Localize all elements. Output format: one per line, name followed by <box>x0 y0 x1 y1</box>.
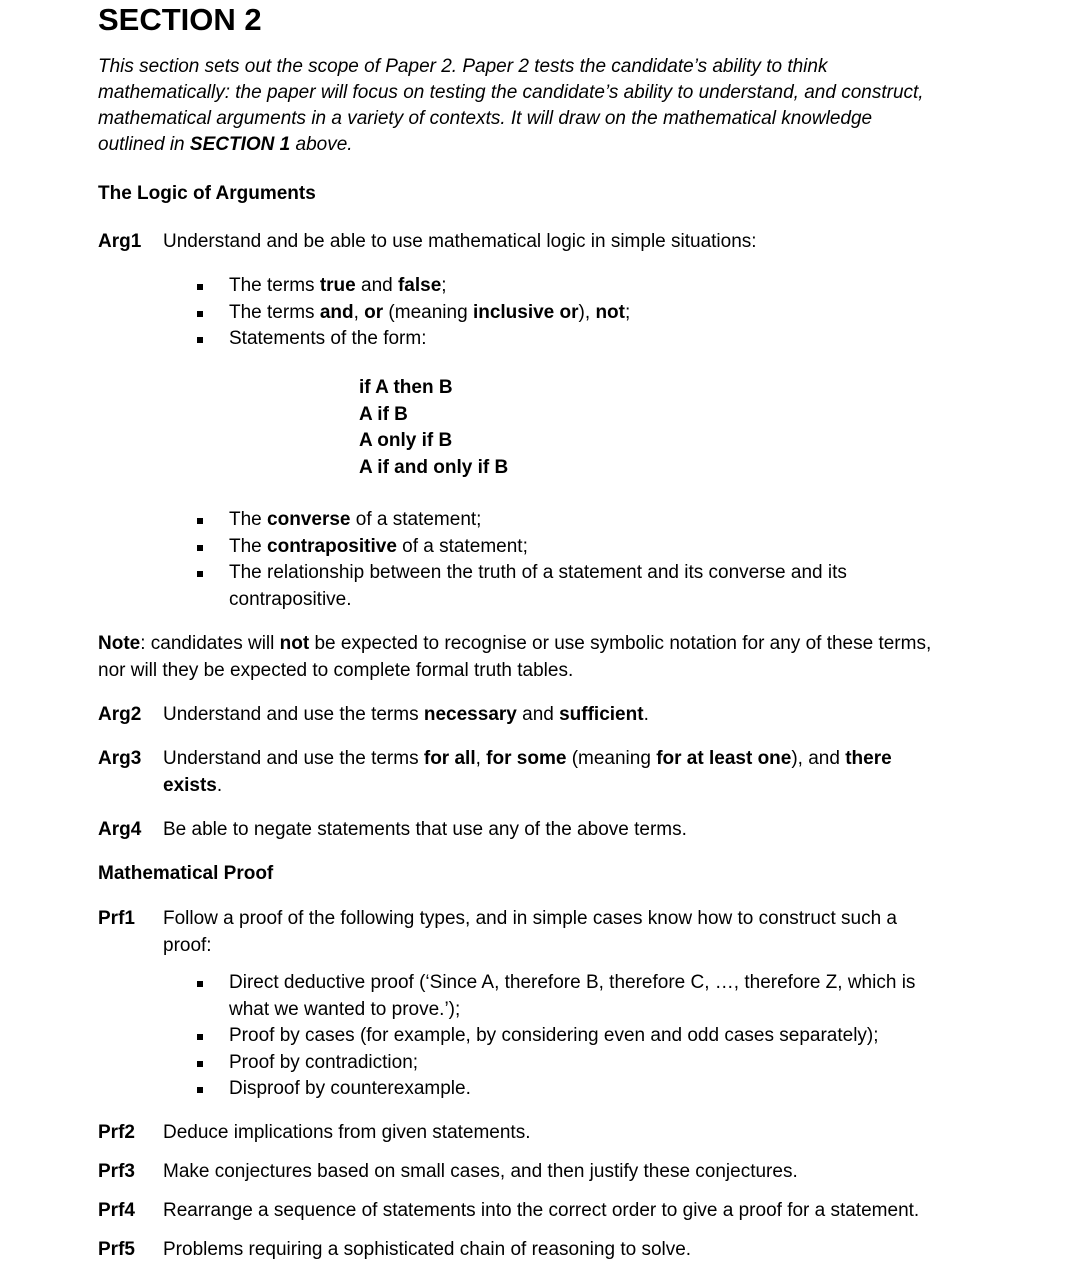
note-line-1 <box>98 631 931 658</box>
term-true: true <box>319 275 356 296</box>
statement-form: A if B <box>359 403 408 425</box>
prf2-text: Deduce implications from given statements. <box>163 1122 531 1143</box>
section-1-reference: SECTION 1 <box>189 134 291 155</box>
text: of a statement; <box>396 535 528 557</box>
prf3-code: Prf3 <box>98 1161 135 1182</box>
text: and <box>516 704 560 725</box>
text: ), and <box>791 748 846 769</box>
list-item: Disproof by counterexample. <box>195 1076 915 1103</box>
text: The relationship between the truth of a statement and its converse and its <box>229 562 847 583</box>
term-not: not <box>279 633 310 654</box>
text: and <box>355 275 398 296</box>
text: . <box>643 704 649 725</box>
note-paragraph <box>98 631 931 684</box>
arg1-bullet-list-2 <box>195 507 847 613</box>
list-item <box>195 273 630 300</box>
intro-text: above. <box>290 134 353 155</box>
intro-text: outlined in <box>98 134 190 155</box>
text: . <box>216 774 223 796</box>
text: : candidates will <box>140 633 280 654</box>
prf1-line-2: proof: <box>163 934 212 956</box>
prf5-code: Prf5 <box>98 1239 135 1260</box>
prf4-code: Prf4 <box>98 1200 135 1221</box>
statement-form: A only if B <box>359 430 453 451</box>
logic-heading: The Logic of Arguments <box>98 183 316 204</box>
term-and: and <box>319 301 354 323</box>
intro-line-2: mathematically: the paper will focus on testing the candidate’s ability to understand, and construct, <box>98 82 924 103</box>
arg3-code: Arg3 <box>98 748 142 769</box>
arg3-line-1 <box>163 746 892 773</box>
arg1-bullet-list-1 <box>195 273 630 353</box>
text: The <box>229 509 268 530</box>
term-sufficient: sufficient <box>559 704 644 725</box>
arg2-text <box>163 702 649 729</box>
term-not: not <box>595 301 625 323</box>
arg2-code: Arg2 <box>98 704 142 725</box>
arg3-line-2 <box>163 773 892 800</box>
arg1-text: Understand and be able to use mathematical logic in simple situations: <box>163 231 757 252</box>
note-line-2: nor will they be expected to complete formal truth tables. <box>98 659 574 681</box>
arg1-code: Arg1 <box>98 231 142 252</box>
term-for-some: for some <box>486 748 567 769</box>
text: contrapositive. <box>229 588 352 610</box>
text: The <box>229 535 268 557</box>
prf4-text: Rearrange a sequence of statements into the correct order to give a proof for a statement. <box>163 1200 920 1221</box>
intro-line-3: mathematical arguments in a variety of contexts. It will draw on the mathematical knowledge <box>98 108 873 129</box>
list-item <box>195 507 847 534</box>
prf1-line-1: Follow a proof of the following types, and in simple cases know how to construct such a <box>163 908 897 929</box>
list-item <box>195 300 630 327</box>
list-item <box>195 534 847 561</box>
text: The terms <box>229 275 320 296</box>
term-inclusive-or: inclusive or <box>472 301 579 323</box>
text: ; <box>441 275 447 296</box>
intro-line-1: This section sets out the scope of Paper 2. Paper 2 tests the candidate’s ability to think <box>98 56 828 77</box>
prf2-code: Prf2 <box>98 1122 135 1143</box>
statement-form: if A then B <box>359 377 453 398</box>
list-item <box>195 560 847 613</box>
prf1-code: Prf1 <box>98 908 135 929</box>
term-exists: exists <box>163 774 217 796</box>
statement-form: A if and only if B <box>359 456 509 478</box>
list-item: Proof by contradiction; <box>195 1050 915 1077</box>
text: Direct deductive proof (‘Since A, therefore B, therefore C, …, therefore Z, which is <box>229 972 916 993</box>
text: ; <box>624 301 631 323</box>
text: be expected to recognise or use symbolic notation for any of these terms, <box>309 633 932 654</box>
list-item: Proof by cases (for example, by considering even and odd cases separately); <box>195 1023 915 1050</box>
term-contrapositive: contrapositive <box>267 535 397 557</box>
section-heading: SECTION 2 <box>98 2 262 37</box>
text: of a statement; <box>350 509 482 530</box>
text: , <box>475 748 487 769</box>
term-necessary: necessary <box>423 704 517 725</box>
term-or: or <box>364 301 384 323</box>
term-false: false <box>397 275 442 296</box>
term-for-all: for all <box>423 748 476 769</box>
prf1-text <box>163 906 897 959</box>
text: Understand and use the terms <box>163 748 424 769</box>
term-for-at-least-one: for at least one <box>656 748 792 769</box>
intro-paragraph <box>98 54 924 158</box>
note-label: Note <box>98 633 141 654</box>
prf3-text: Make conjectures based on small cases, and then justify these conjectures. <box>163 1161 798 1182</box>
prf1-bullet-list <box>195 970 915 1103</box>
arg3-text <box>163 746 892 799</box>
text: ), <box>578 301 596 323</box>
statement-forms <box>359 375 508 481</box>
prf5-text: Problems requiring a sophisticated chain of reasoning to solve. <box>163 1239 692 1260</box>
text: The terms <box>229 301 320 323</box>
term-converse: converse <box>267 509 351 530</box>
list-item: Statements of the form: <box>195 326 630 353</box>
list-item <box>195 970 915 1023</box>
text: Understand and use the terms <box>163 704 424 725</box>
text: , <box>353 301 365 323</box>
text: (meaning <box>566 748 657 769</box>
intro-line-4 <box>98 132 924 158</box>
arg4-text: Be able to negate statements that use any of the above terms. <box>163 819 687 840</box>
term-there: there <box>845 748 892 769</box>
arg4-code: Arg4 <box>98 819 142 840</box>
text: (meaning <box>383 301 473 323</box>
proof-heading: Mathematical Proof <box>98 863 274 884</box>
text: what we wanted to prove.’); <box>229 998 461 1020</box>
